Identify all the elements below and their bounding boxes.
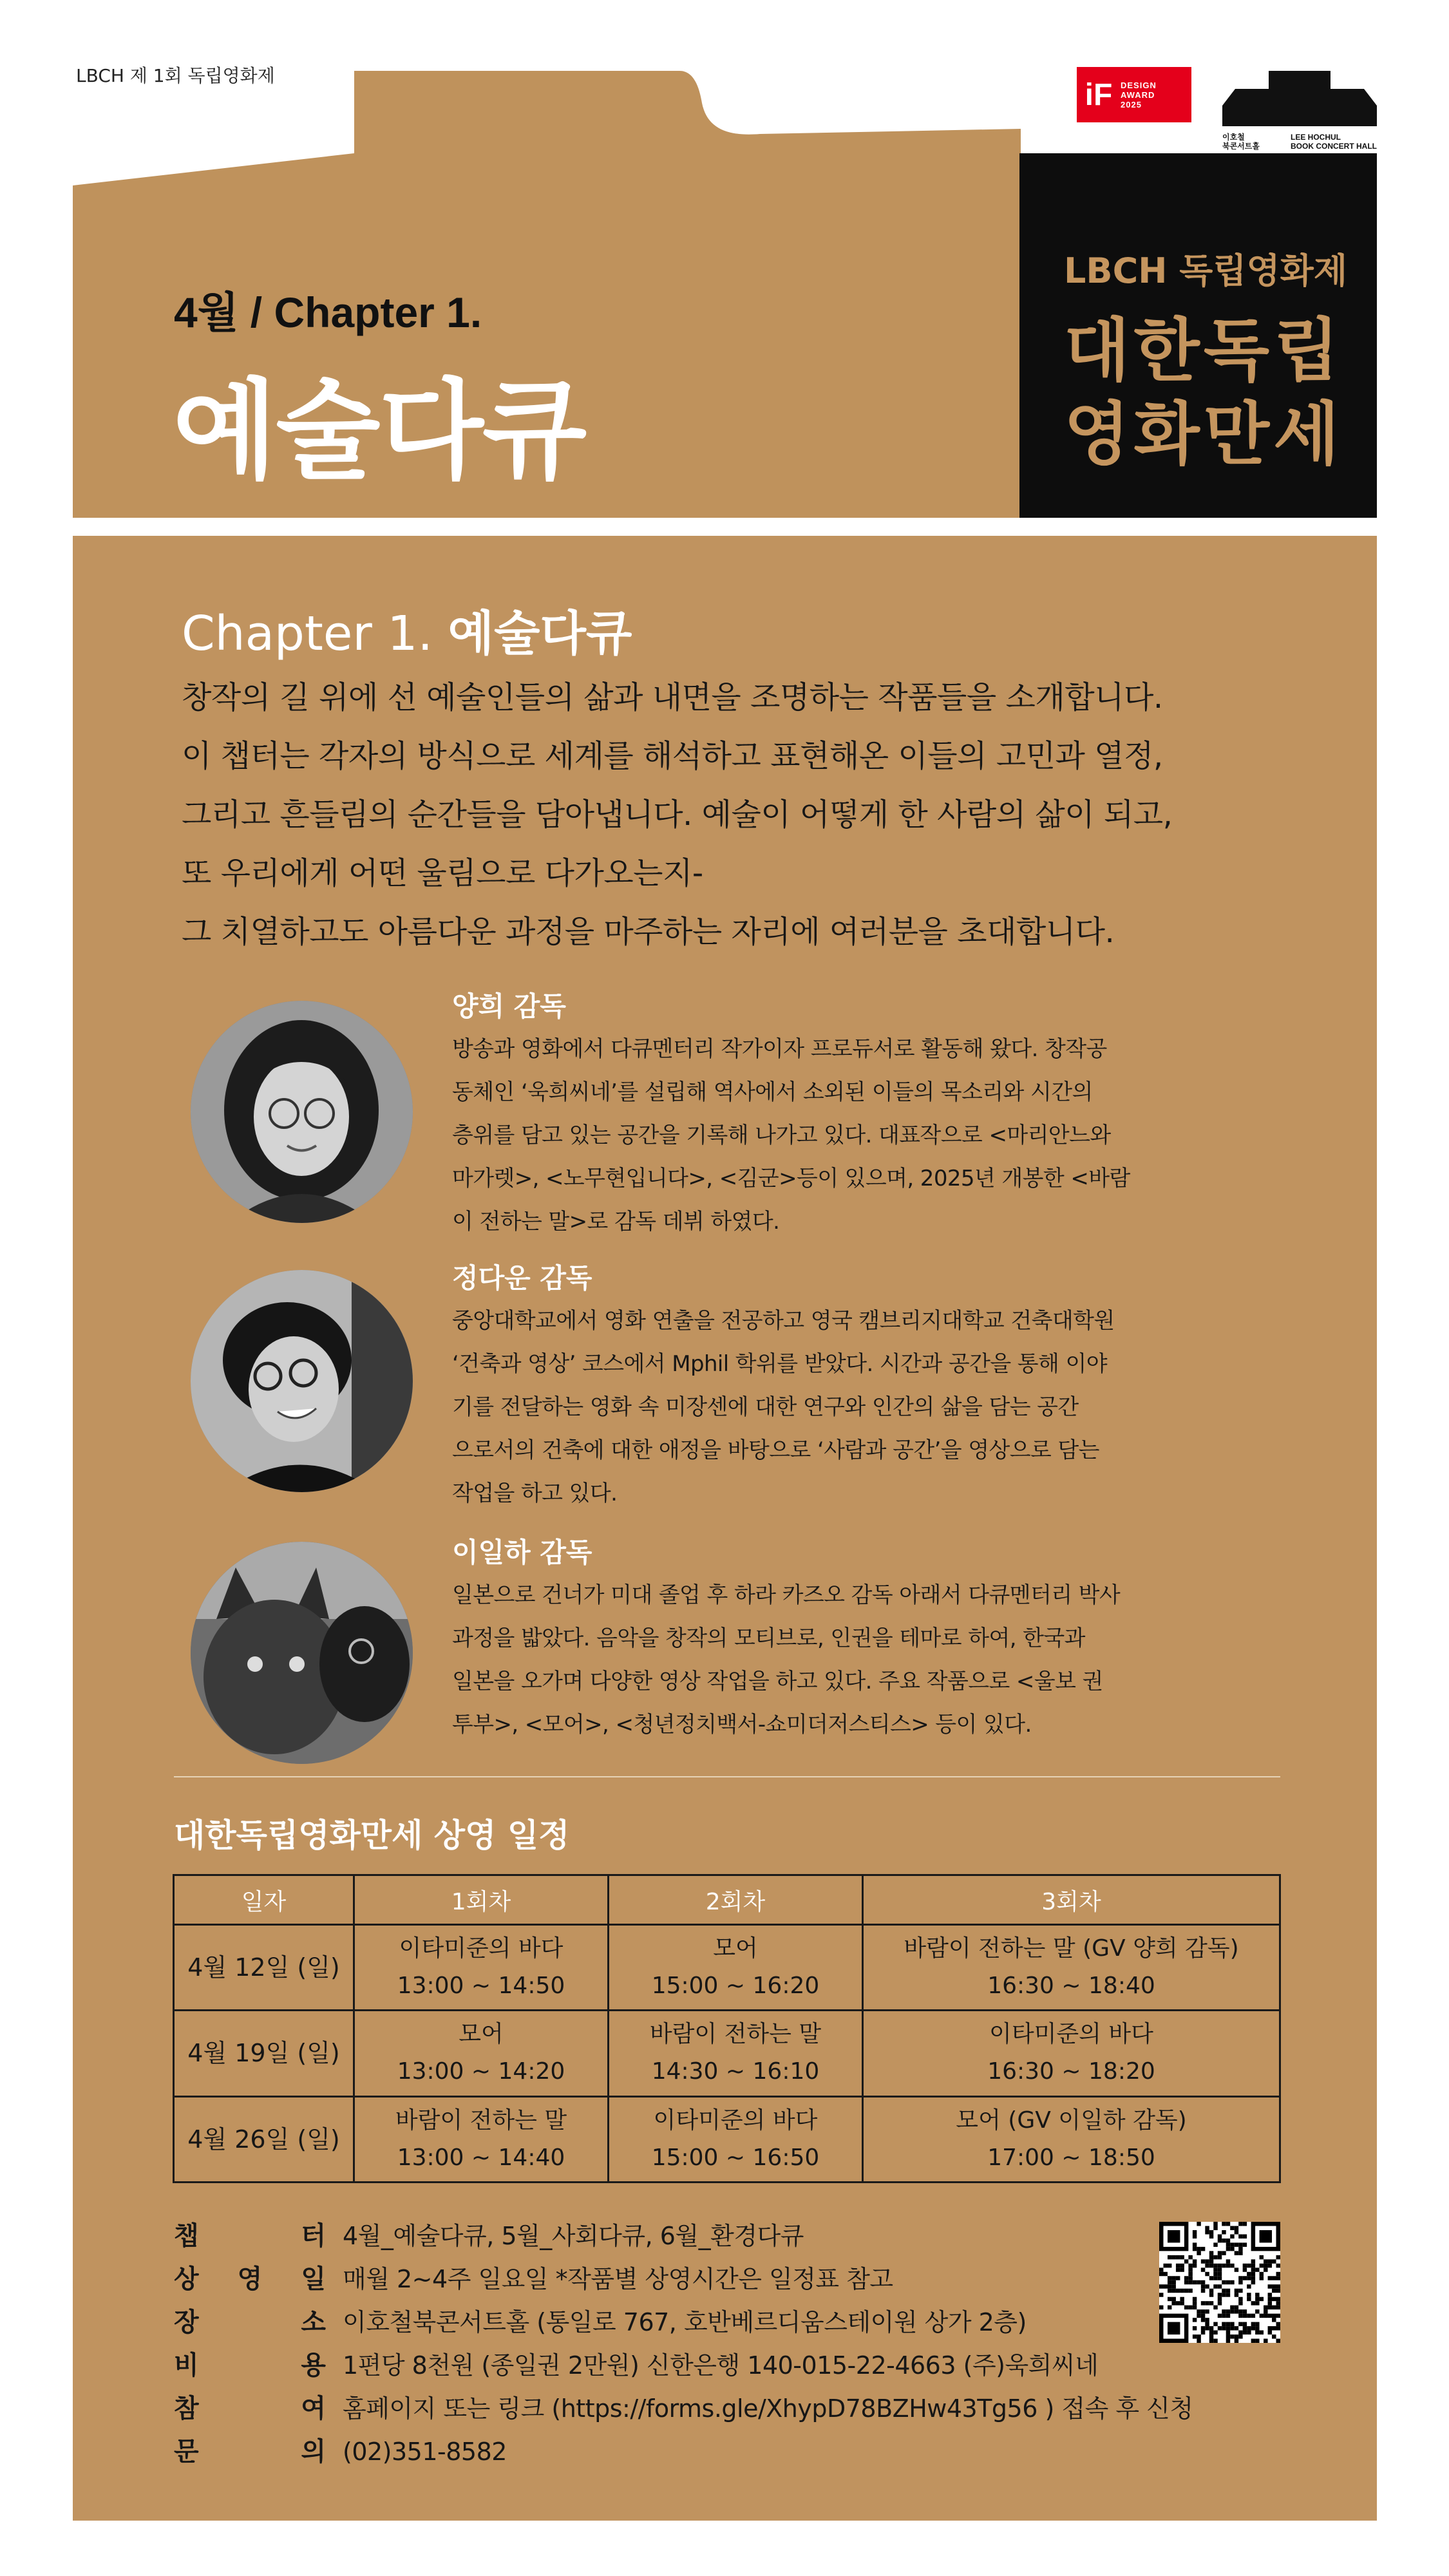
- lhb-kor-line: 이호철: [1222, 133, 1245, 142]
- if-line: 2025: [1121, 99, 1142, 109]
- info-label: 참 여: [174, 2394, 326, 2423]
- section-heading-prefix: Chapter 1.: [182, 606, 433, 661]
- section-heading-bold: 예술다큐: [448, 606, 632, 661]
- director-bio: [452, 1300, 1270, 1515]
- bio-line: 이 전하는 말>로 감독 데뷔 하였다.: [452, 1209, 780, 1235]
- info-value: 1편당 8천원 (종일권 2만원) 신한은행 140-015-22-4663 (주)욱희씨네: [343, 2351, 1099, 2380]
- screening-cell: [354, 2096, 609, 2182]
- info-row-registration: [174, 2388, 1193, 2431]
- director-name: 정다운 감독: [452, 1262, 592, 1294]
- intro-line: 또 우리에게 어떤 울림으로 다가오는지-: [182, 855, 703, 891]
- info-row-dates: [174, 2259, 1193, 2302]
- lhb-eng-line: BOOK CONCERT HALL: [1291, 142, 1377, 151]
- film-title: 이타미준의 바다: [989, 2021, 1153, 2048]
- film-time: 14:30 ~ 16:10: [651, 2058, 820, 2085]
- info-row-contact: [174, 2431, 1193, 2474]
- film-title: 바람이 전하는 말: [649, 2021, 822, 2048]
- column-header: 2회차: [609, 1875, 863, 1925]
- info-label: 문 의: [174, 2437, 326, 2467]
- info-label: 상 영 일: [174, 2264, 326, 2294]
- bio-line: 으로서의 건축에 대한 애정을 바탕으로 ‘사람과 공간’을 영상으로 담는: [452, 1437, 1099, 1463]
- bio-line: 기를 전달하는 영화 속 미장센에 대한 연구와 인간의 삶을 담는 공간: [452, 1394, 1079, 1420]
- bio-line: 작업을 하고 있다.: [452, 1481, 618, 1506]
- director-name: 이일하 감독: [452, 1537, 592, 1568]
- film-title: 바람이 전하는 말: [395, 2107, 567, 2134]
- screening-cell: [609, 2011, 863, 2096]
- date-cell: 4월 12일 (일): [174, 1925, 354, 2011]
- chapter-subtitle: 4월 / Chapter 1.: [174, 289, 482, 336]
- director-bio: [452, 1028, 1270, 1244]
- if-line: AWARD: [1121, 90, 1155, 100]
- info-label: 장 소: [174, 2307, 326, 2337]
- top-label: LBCH 제 1회 독립영화제: [76, 65, 275, 86]
- schedule-table: [173, 1874, 1281, 2183]
- film-time: 15:00 ~ 16:20: [651, 1973, 820, 2000]
- film-title: 모어: [459, 2021, 504, 2048]
- lhb-eng-line: LEE HOCHUL: [1291, 133, 1341, 142]
- info-value: 이호철북콘서트홀 (통일로 767, 호반베르디움스테이원 상가 2층): [343, 2308, 1027, 2336]
- film-time: 15:00 ~ 16:50: [651, 2144, 820, 2171]
- column-header: 일자: [174, 1875, 354, 1925]
- page-title: 예술다큐: [173, 368, 586, 494]
- film-title: 바람이 전하는 말 (GV 양희 감독): [904, 1935, 1239, 1962]
- info-value[interactable]: 홈페이지 또는 링크 (https://forms.gle/XhypD78BZHw43Tg56 ) 접속 후 신청: [343, 2394, 1193, 2423]
- film-title: 모어 (GV 이일하 감독): [956, 2107, 1187, 2134]
- director-bio: [452, 1574, 1270, 1747]
- bio-line: 중앙대학교에서 영화 연출을 전공하고 영국 캠브리지대학교 건축대학원: [452, 1308, 1115, 1334]
- lhb-kor-line: 북콘서트홀: [1222, 142, 1260, 151]
- director-name: 양희 감독: [452, 990, 566, 1022]
- director-photo: [191, 1542, 413, 1764]
- if-mark: iF: [1084, 77, 1113, 112]
- qr-code[interactable]: [1159, 2222, 1280, 2343]
- info-label: 챕 터: [174, 2221, 326, 2251]
- bio-line: 방송과 영화에서 다큐멘터리 작가이자 프로듀서로 활동해 왔다. 창작공: [452, 1036, 1107, 1062]
- section-heading: [182, 596, 632, 664]
- screening-cell: [863, 1925, 1280, 2011]
- table-row: [174, 2096, 1280, 2182]
- if-line: DESIGN: [1121, 80, 1157, 90]
- film-time: 13:00 ~ 14:50: [397, 1973, 565, 2000]
- screening-cell: [609, 1925, 863, 2011]
- date-cell: 4월 26일 (일): [174, 2096, 354, 2182]
- intro-line: 이 챕터는 각자의 방식으로 세계를 해석하고 표현해온 이들의 고민과 열정,: [182, 738, 1163, 774]
- schedule-title: 대한독립영화만세 상영 일정: [174, 1817, 570, 1854]
- film-time: 13:00 ~ 14:40: [397, 2144, 565, 2171]
- director-photo: [191, 1001, 413, 1223]
- bio-line: 일본으로 건너가 미대 졸업 후 하라 카즈오 감독 아래서 다큐멘터리 박사: [452, 1582, 1121, 1608]
- film-time: 13:00 ~ 14:20: [397, 2058, 565, 2085]
- column-header: 1회차: [354, 1875, 609, 1925]
- director-card-yanghee: [182, 985, 1276, 1243]
- intro-line: 그리고 흔들림의 순간들을 담아냅니다. 예술이 어떻게 한 사람의 삶이 되고,: [182, 797, 1173, 833]
- info-value: (02)351-8582: [343, 2438, 507, 2466]
- film-title: 모어: [713, 1935, 758, 1962]
- festival-title-line2: 영화만세: [1064, 393, 1343, 474]
- table-row: [174, 2011, 1280, 2096]
- info-label: 비 용: [174, 2351, 326, 2380]
- festival-name: LBCH 독립영화제: [1064, 251, 1348, 291]
- bio-line: ‘건축과 영상’ 코스에서 Mphil 학위를 받았다. 시간과 공간을 통해 이야: [452, 1351, 1107, 1377]
- bio-line: 투부>, <모어>, <청년정치백서-쇼미더저스티스> 등이 있다.: [452, 1712, 1032, 1738]
- film-title: 이타미준의 바다: [653, 2107, 818, 2134]
- info-row-venue: [174, 2302, 1193, 2345]
- director-card-leeilha: [182, 1531, 1276, 1763]
- film-time: 17:00 ~ 18:50: [987, 2144, 1155, 2171]
- film-time: 16:30 ~ 18:40: [987, 1973, 1155, 2000]
- info-list: [174, 2215, 1193, 2474]
- info-row-cost: [174, 2345, 1193, 2388]
- festival-title-line1: 대한독립: [1064, 310, 1343, 390]
- intro-paragraph: [182, 668, 1334, 961]
- date-cell: 4월 19일 (일): [174, 2011, 354, 2096]
- film-time: 16:30 ~ 18:20: [987, 2058, 1155, 2085]
- screening-cell: [354, 2011, 609, 2096]
- screening-cell: [609, 2096, 863, 2182]
- info-value: 4월_예술다큐, 5월_사회다큐, 6월_환경다큐: [343, 2222, 804, 2250]
- info-value: 매월 2~4주 일요일 *작품별 상영시간은 일정표 참고: [343, 2265, 893, 2293]
- bio-line: 과정을 밟았다. 음악을 창작의 모티브로, 인권을 테마로 하여, 한국과: [452, 1625, 1085, 1651]
- column-header: 3회차: [863, 1875, 1280, 1925]
- screening-cell: [354, 1925, 609, 2011]
- info-row-chapter: [174, 2215, 1193, 2259]
- table-header-row: [174, 1875, 1280, 1925]
- bio-line: 일본을 오가며 다양한 영상 작업을 하고 있다. 주요 작품으로 <울보 권: [452, 1669, 1103, 1694]
- director-photo: [191, 1270, 413, 1492]
- director-card-jungdawoon: [182, 1257, 1276, 1515]
- intro-line: 창작의 길 위에 선 예술인들의 삶과 내면을 조명하는 작품들을 소개합니다.: [182, 679, 1163, 715]
- bio-line: 층위를 담고 있는 공간을 기록해 나가고 있다. 대표작으로 <마리안느와: [452, 1122, 1111, 1148]
- section-divider: [174, 1776, 1280, 1777]
- screening-cell: [863, 2011, 1280, 2096]
- bio-line: 마가렛>, <노무현입니다>, <김군>등이 있으며, 2025년 개봉한 <바람: [452, 1166, 1130, 1191]
- intro-line: 그 치열하고도 아름다운 과정을 마주하는 자리에 여러분을 초대합니다.: [182, 914, 1115, 950]
- film-title: 이타미준의 바다: [399, 1935, 564, 1962]
- screening-cell: [863, 2096, 1280, 2182]
- bio-line: 동체인 ‘욱희씨네’를 설립해 역사에서 소외된 이들의 목소리와 시간의: [452, 1079, 1093, 1105]
- table-row: [174, 1925, 1280, 2011]
- qr-code-icon: [1159, 2222, 1280, 2343]
